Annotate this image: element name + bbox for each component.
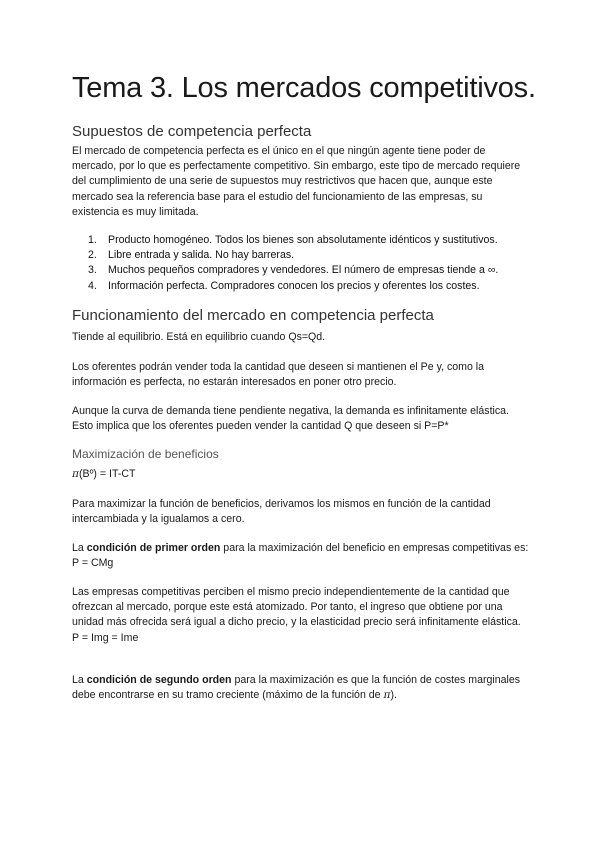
first-order-paragraph — [72, 541, 532, 571]
subheading-maximizacion: Maximización de beneficios — [72, 447, 219, 461]
list-item-number: 2. — [88, 249, 97, 262]
page-title: Tema 3. Los mercados competitivos. — [72, 72, 536, 104]
first-order-pre: La — [72, 542, 87, 554]
list-item — [72, 263, 532, 278]
first-order-post: para la maximización del beneficio en empresas competitivas es: P = CMg — [72, 542, 529, 570]
pi-symbol: π — [72, 468, 79, 480]
section-heading-funcionamiento: Funcionamiento del mercado en competencia perfecta — [72, 307, 434, 324]
first-order-bold: condición de primer orden — [86, 542, 221, 554]
second-order-bold: condición de segundo orden — [86, 674, 232, 686]
pi-symbol: π — [383, 689, 391, 702]
list-item-text: Información perfecta. Compradores conocen los precios y oferentes los costes. — [108, 279, 480, 292]
second-order-paragraph — [72, 673, 532, 703]
list-item-text: Muchos pequeños compradores y vendedores. El número de empresas tiende a ∞. — [108, 264, 499, 277]
list-item-number: 4. — [88, 279, 97, 292]
list-item — [72, 279, 532, 294]
price-taker-formula: P = Img = Ime — [72, 631, 139, 644]
second-order-pre: La — [72, 674, 87, 686]
second-order-end: ). — [390, 689, 397, 702]
assumptions-list — [72, 233, 532, 294]
price-taker-text: Las empresas competitivas perciben el mismo precio independientemente de la cantidad que ofrezcan al mercado, porque este está atomizado. Por tanto, el ingreso que obtiene por una unidad más ofrecida será igual a dicho precio, y la elasticidad precio será infinitamente elástica. — [72, 586, 521, 629]
profit-formula-text: (Bº) = IT-CT — [78, 468, 136, 480]
list-item-number: 3. — [88, 264, 97, 277]
list-item — [72, 248, 532, 263]
demand-paragraph: Aunque la curva de demanda tiene pendiente negativa, la demanda es infinitamente elástica. Esto implica que los oferentes pueden vender la cantidad Q que deseen si P=P* — [72, 405, 509, 433]
equilibrium-paragraph: Tiende al equilibrio. Está en equilibrio cuando Qs=Qd. — [72, 331, 326, 343]
list-item-text: Libre entrada y salida. No hay barreras. — [108, 249, 295, 262]
price-taker-paragraph — [72, 585, 532, 646]
second-order-mid: para la maximización es que la función de costes marginales debe encontrarse en su tramo creciente (máximo de la función de — [72, 674, 521, 702]
sellers-paragraph: Los oferentes podrán vender toda la cantidad que deseen si mantienen el Pe y, como la información es perfecta, no estarán interesados en poner otro precio. — [72, 361, 485, 389]
intro-paragraph: El mercado de competencia perfecta es el único en el que ningún agente tiene poder de mercado, por lo que es perfectamente competitivo. Sin embargo, este tipo de mercado requiere del cumplimiento de una serie de supuestos muy restrictivos que hacen que, aunque este mercado sea la referencia base para el estudio del funcionamiento de las empresas, su existencia es muy limitada. — [72, 145, 521, 218]
list-item-number: 1. — [88, 234, 97, 246]
section-heading-supuestos: Supuestos de competencia perfecta — [72, 123, 312, 140]
list-item — [72, 233, 532, 248]
maximize-paragraph: Para maximizar la función de beneficios, derivamos los mismos en función de la cantidad intercambiada y la igualamos a cero. — [72, 498, 491, 526]
list-item-text: Producto homogéneo. Todos los bienes son absolutamente idénticos y sustitutivos. — [108, 234, 498, 246]
profit-formula — [72, 467, 532, 482]
